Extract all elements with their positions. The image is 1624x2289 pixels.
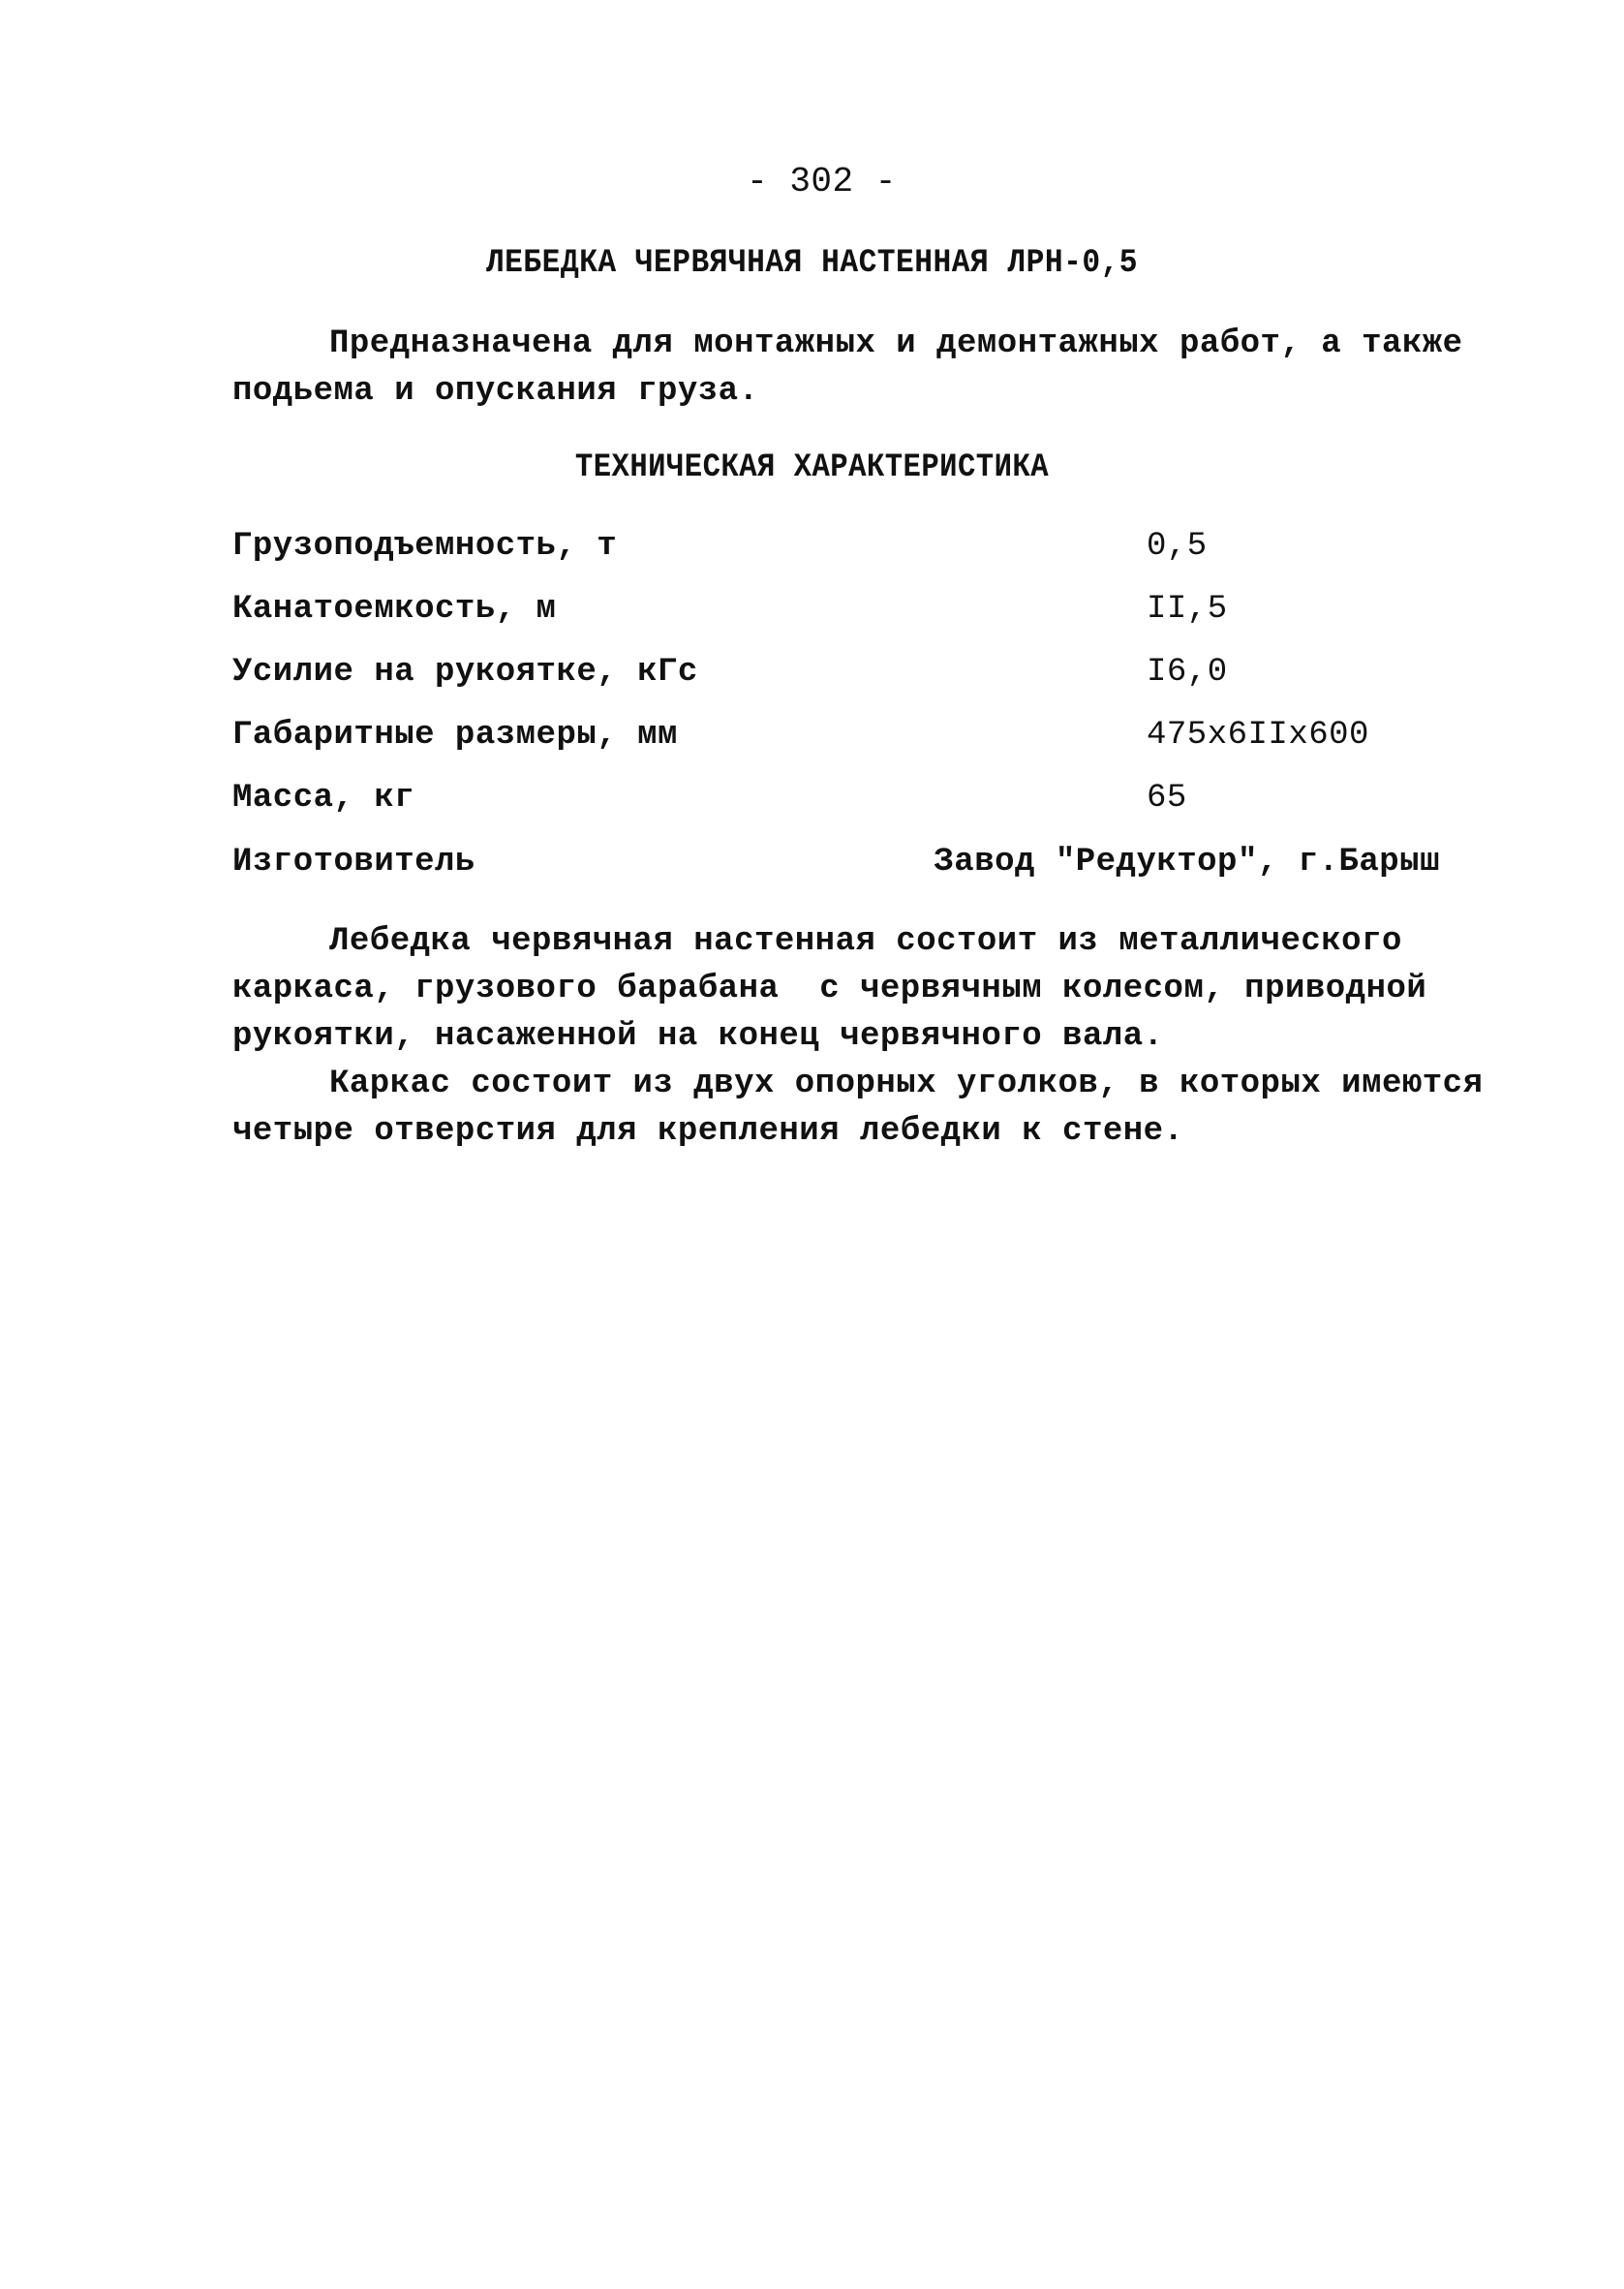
section-heading: ТЕХНИЧЕСКАЯ ХАРАКТЕРИСТИКА bbox=[574, 449, 1050, 486]
intro-line: Предназначена для монтажных и демонтажных работ, а также bbox=[329, 325, 1463, 362]
spec-label: Габаритные размеры, мм bbox=[232, 717, 678, 754]
body-line: каркаса, грузового барабана с червячным колесом, приводной bbox=[232, 971, 1427, 1007]
spec-value: 65 bbox=[1147, 780, 1187, 817]
spec-value: Завод "Редуктор", г.Барыш bbox=[934, 844, 1440, 881]
spec-value: 475x6IIx600 bbox=[1147, 717, 1369, 754]
intro-line: подьема и опускания груза. bbox=[232, 373, 759, 410]
spec-label: Грузоподъемность, т bbox=[232, 528, 618, 565]
document-title: ЛЕБЕДКА ЧЕРВЯЧНАЯ НАСТЕННАЯ ЛРН-0,5 bbox=[485, 245, 1139, 282]
spec-label: Усилие на рукоятке, кГс bbox=[232, 654, 698, 691]
spec-label: Масса, кг bbox=[232, 780, 415, 817]
spec-value: II,5 bbox=[1147, 591, 1228, 628]
spec-value: 0,5 bbox=[1147, 528, 1208, 565]
spec-label: Изготовитель bbox=[232, 844, 475, 881]
body-line: Лебедка червячная настенная состоит из металлического bbox=[329, 923, 1402, 960]
body-line: рукоятки, насаженной на конец червячного вала. bbox=[232, 1018, 1164, 1055]
page-number: - 302 - bbox=[747, 162, 897, 201]
body-line: четыре отверстия для крепления лебедки к стене. bbox=[232, 1113, 1184, 1150]
spec-label: Канатоемкость, м bbox=[232, 591, 557, 628]
spec-value: I6,0 bbox=[1147, 654, 1228, 691]
body-line: Каркас состоит из двух опорных уголков, в которых имеются bbox=[329, 1066, 1484, 1102]
